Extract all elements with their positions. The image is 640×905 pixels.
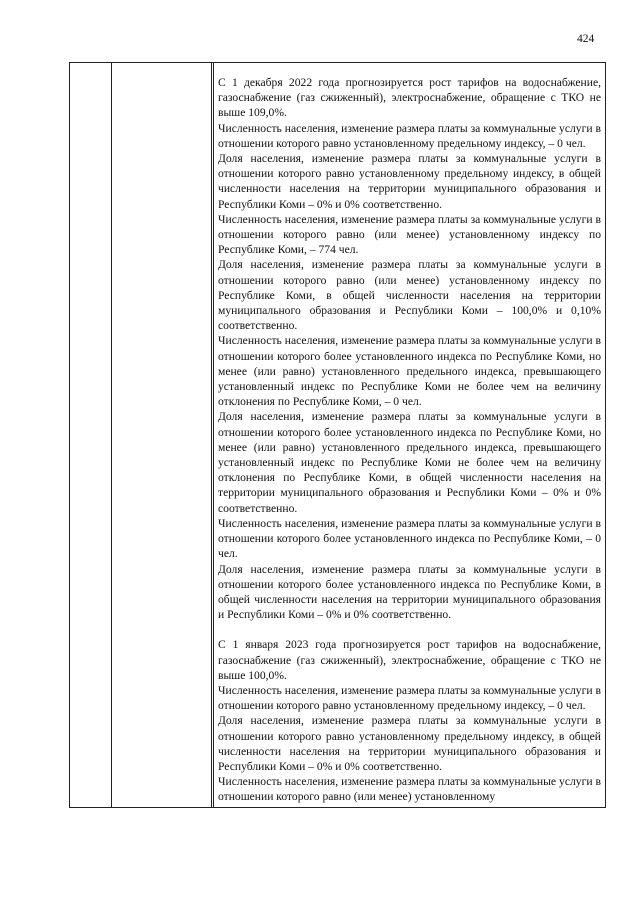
paragraph: Численность населения, изменение размера платы за коммунальные услуги в отношении которого более установленного индекса по Республике Коми, но менее (или равно) установленного предельного индекса, превышающего установленный индекс по Республике Коми не более чем на величину отклонения по Республике Коми, – 0 чел. xyxy=(218,334,601,409)
column-divider xyxy=(111,63,112,807)
paragraph: Доля населения, изменение размера платы за коммунальные услуги в отношении которого равно установленному предельному индексу, в общей численности населения на территории муниципального образования и Республики Коми – 0% и 0% соответственно. xyxy=(218,152,601,211)
paragraph: Доля населения, изменение размера платы за коммунальные услуги в отношении которого равно установленному предельному индексу, в общей численности населения на территории муниципального образования и Республики Коми – 0% и 0% соответственно. xyxy=(218,714,601,773)
paragraph: Численность населения, изменение размера платы за коммунальные услуги в отношении которого равно (или менее) установленному индексу по Республике Коми, – 774 чел. xyxy=(218,212,601,257)
paragraph: Численность населения, изменение размера платы за коммунальные услуги в отношении которого равно установленному предельному индексу, – 0 чел. xyxy=(218,683,601,713)
page-number: 424 xyxy=(577,33,595,45)
paragraph: Доля населения, изменение размера платы за коммунальные услуги в отношении которого равно (или менее) установленному индексу по Республике Коми, в общей численности населения на территории муниципального образования и Республики Коми – 100,0% и 0,10% соответственно. xyxy=(218,258,601,333)
text-cell xyxy=(218,75,601,805)
paragraph: С 1 декабря 2022 года прогнозируется рост тарифов на водоснабжение, газоснабжение (газ сжиженный), электроснабжение, обращение с ТКО не выше 109,0%. xyxy=(218,76,601,120)
column-divider xyxy=(213,63,214,807)
column-divider xyxy=(211,63,212,807)
paragraph: Численность населения, изменение размера платы за коммунальные услуги в отношении которого равно установленному предельному индексу, – 0 чел. xyxy=(218,121,601,150)
paragraph: Численность населения, изменение размера платы за коммунальные услуги в отношении которого более установленного индекса по Республике Коми, – 0 чел. xyxy=(218,516,601,561)
paragraph: С 1 января 2023 года прогнозируется рост тарифов на водоснабжение, газоснабжение (газ сжиженный), электроснабжение, обращение с ТКО не выше 100,0%. xyxy=(218,638,601,682)
paragraph: Численность населения, изменение размера платы за коммунальные услуги в отношении которого равно (или менее) установленному xyxy=(218,775,601,804)
paragraph: Доля населения, изменение размера платы за коммунальные услуги в отношении которого более установленного индекса по Республике Коми, но менее (или равно) установленного предельного индекса, превышающего установленный индекс по Республике Коми не более чем на величину отклонения по Республике Коми, в общей численности населения на территории муниципального образования и Республики Коми – 0% и 0% соответственно. xyxy=(218,410,601,515)
document-table xyxy=(69,62,606,808)
paragraph: Доля населения, изменение размера платы за коммунальные услуги в отношении которого более установленного индекса по Республике Коми, в общей численности населения на территории муниципального образования и Республики Коми – 0% и 0% соответственно. xyxy=(218,562,601,622)
